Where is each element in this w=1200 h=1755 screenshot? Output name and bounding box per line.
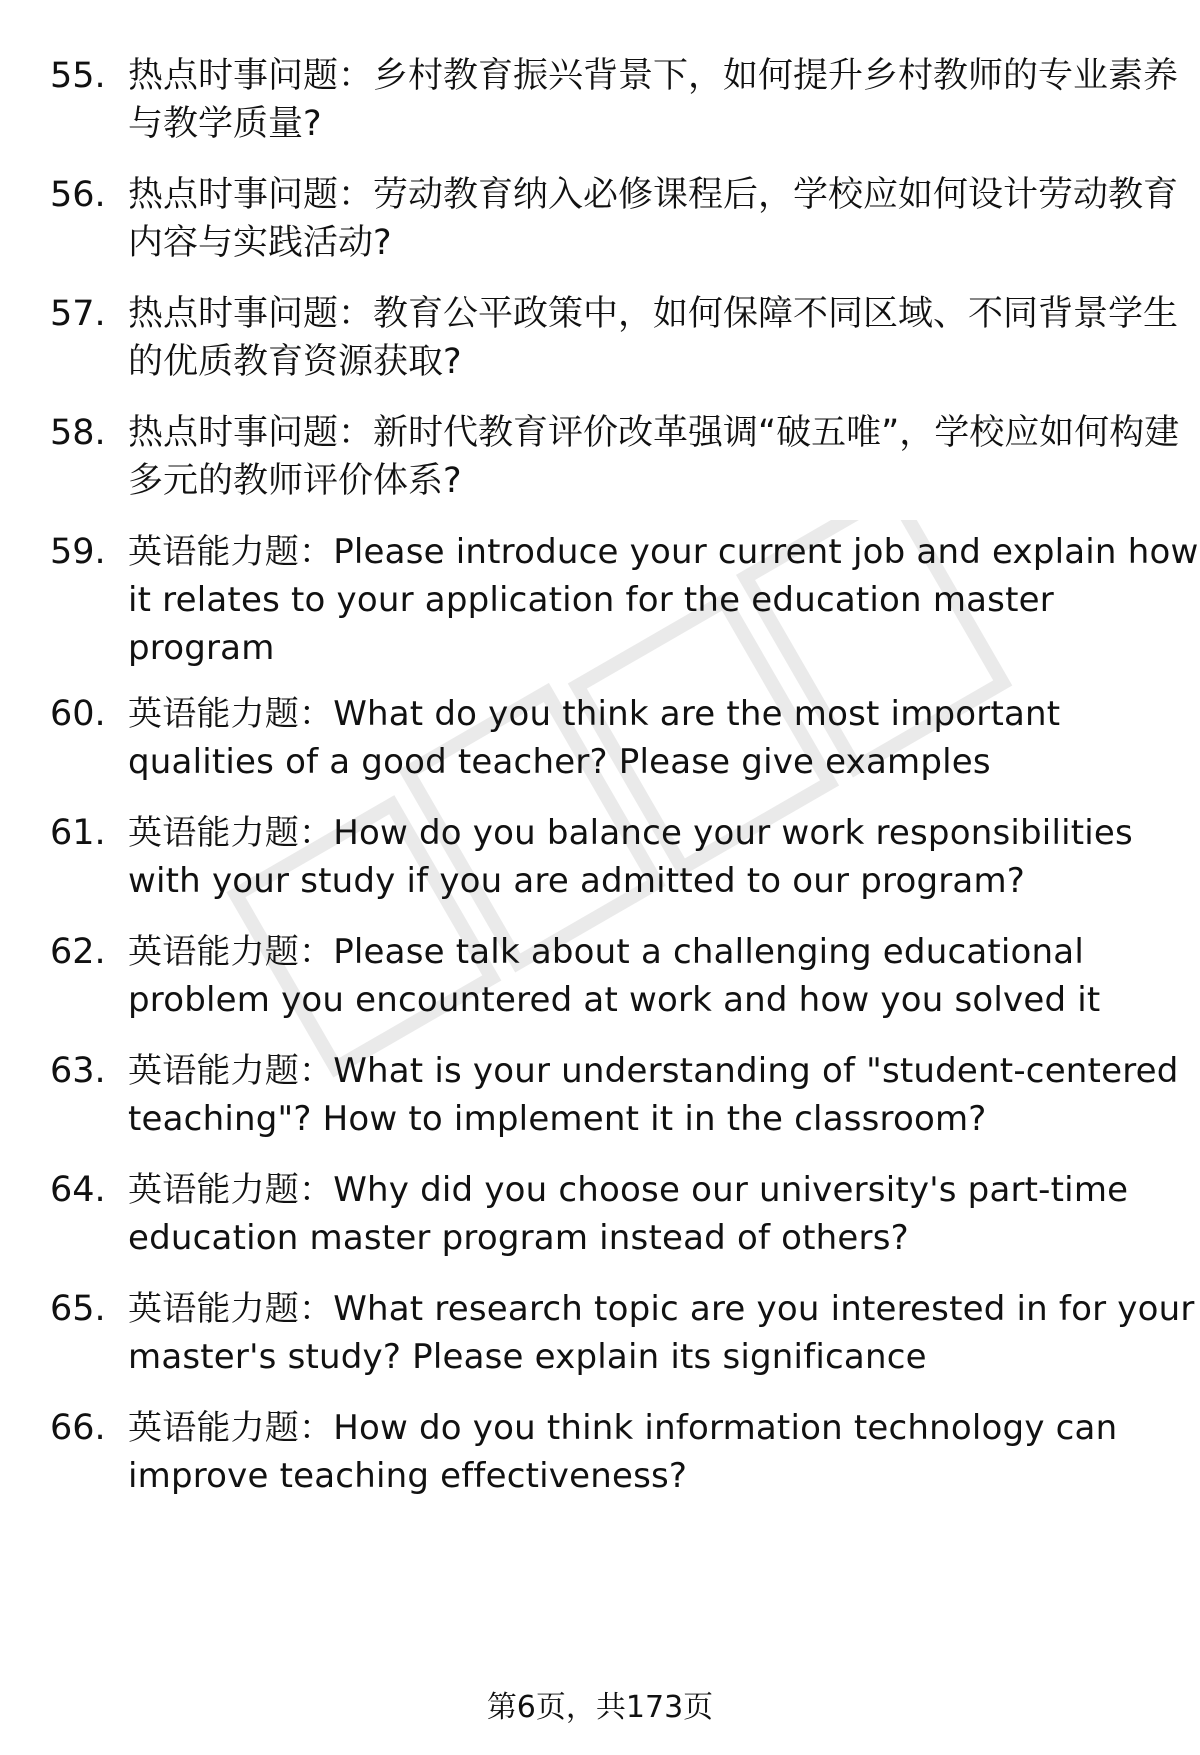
question-number: 60. — [50, 694, 106, 734]
question-body — [128, 690, 1200, 786]
page-number-footer: 第6页，共173页 — [486, 1690, 714, 1725]
question-category: 热点时事问题 — [128, 294, 339, 334]
question-separator: ： — [299, 532, 334, 572]
question-category: 英语能力题 — [128, 532, 299, 572]
question-separator: ： — [338, 413, 374, 453]
question-text: What is your understanding of "student-centered teaching"? How to implement it in the classroom? — [128, 1051, 1179, 1139]
question-number: 57. — [50, 294, 106, 334]
question-item-58 — [50, 409, 1180, 505]
question-body — [128, 171, 1200, 267]
question-body — [128, 52, 1200, 148]
question-category: 英语能力题 — [128, 1170, 299, 1210]
question-number: 66. — [50, 1408, 106, 1448]
question-item-57 — [50, 290, 1179, 386]
question-text: How do you balance your work responsibilities with your study if you are admitted to our program? — [128, 813, 1133, 901]
question-number: 64. — [50, 1170, 106, 1210]
question-separator: ： — [338, 56, 374, 96]
question-item-60 — [50, 690, 1160, 786]
question-text: Please talk about a challenging educational problem you encountered at work and how you solved it — [128, 932, 1101, 1020]
question-body — [128, 1404, 1200, 1500]
question-item-56 — [50, 171, 1179, 267]
question-body — [128, 1047, 1200, 1143]
question-separator: ： — [299, 1170, 334, 1210]
question-text: Please introduce your current job and explain how it relates to your application for the education master program — [128, 532, 1199, 668]
question-separator: ： — [299, 813, 334, 853]
question-number: 56. — [50, 175, 106, 215]
question-separator: ： — [299, 1408, 334, 1448]
question-category: 英语能力题 — [128, 1289, 299, 1329]
question-text: 乡村教育振兴背景下，如何提升乡村教师的专业素养与教学质量? — [128, 56, 1179, 144]
question-item-62 — [50, 928, 1160, 1024]
question-body — [128, 1285, 1200, 1381]
question-number: 62. — [50, 932, 106, 972]
question-body — [128, 290, 1200, 386]
question-separator: ： — [338, 294, 374, 334]
question-category: 英语能力题 — [128, 1051, 299, 1091]
question-item-64 — [50, 1166, 1160, 1262]
question-category: 英语能力题 — [128, 813, 299, 853]
question-item-65 — [50, 1285, 1195, 1381]
question-separator: ： — [299, 932, 334, 972]
question-item-59 — [50, 528, 1199, 672]
question-number: 65. — [50, 1289, 106, 1329]
question-category: 英语能力题 — [128, 1408, 299, 1448]
question-text: Why did you choose our university's part-time education master program instead of others? — [128, 1170, 1129, 1258]
question-body — [128, 928, 1200, 1024]
question-category: 热点时事问题 — [128, 413, 339, 453]
question-item-66 — [50, 1404, 1160, 1500]
question-separator: ： — [299, 694, 334, 734]
question-separator: ： — [338, 175, 374, 215]
question-body — [128, 1166, 1200, 1262]
question-separator: ： — [299, 1051, 334, 1091]
question-body — [128, 809, 1200, 905]
question-body — [128, 528, 1200, 672]
question-text: What research topic are you interested in for your master's study? Please explain its significance — [128, 1289, 1195, 1377]
question-number: 61. — [50, 813, 106, 853]
question-item-63 — [50, 1047, 1179, 1143]
question-text: What do you think are the most important qualities of a good teacher? Please give examples — [128, 694, 1061, 782]
question-body — [128, 409, 1200, 505]
question-text: 教育公平政策中，如何保障不同区域、不同背景学生的优质教育资源获取? — [128, 294, 1179, 382]
question-category: 热点时事问题 — [128, 56, 339, 96]
question-category: 英语能力题 — [128, 694, 299, 734]
question-text: How do you think information technology can improve teaching effectiveness? — [128, 1408, 1118, 1496]
question-number: 59. — [50, 532, 106, 572]
question-separator: ： — [299, 1289, 334, 1329]
question-text: 劳动教育纳入必修课程后，学校应如何设计劳动教育内容与实践活动? — [128, 175, 1179, 263]
question-item-61 — [50, 809, 1160, 905]
question-item-55 — [50, 52, 1179, 148]
question-number: 55. — [50, 56, 106, 96]
question-category: 热点时事问题 — [128, 175, 339, 215]
question-text: 新时代教育评价改革强调“破五唯”，学校应如何构建多元的教师评价体系? — [128, 413, 1180, 501]
question-category: 英语能力题 — [128, 932, 299, 972]
question-number: 58. — [50, 413, 106, 453]
question-number: 63. — [50, 1051, 106, 1091]
